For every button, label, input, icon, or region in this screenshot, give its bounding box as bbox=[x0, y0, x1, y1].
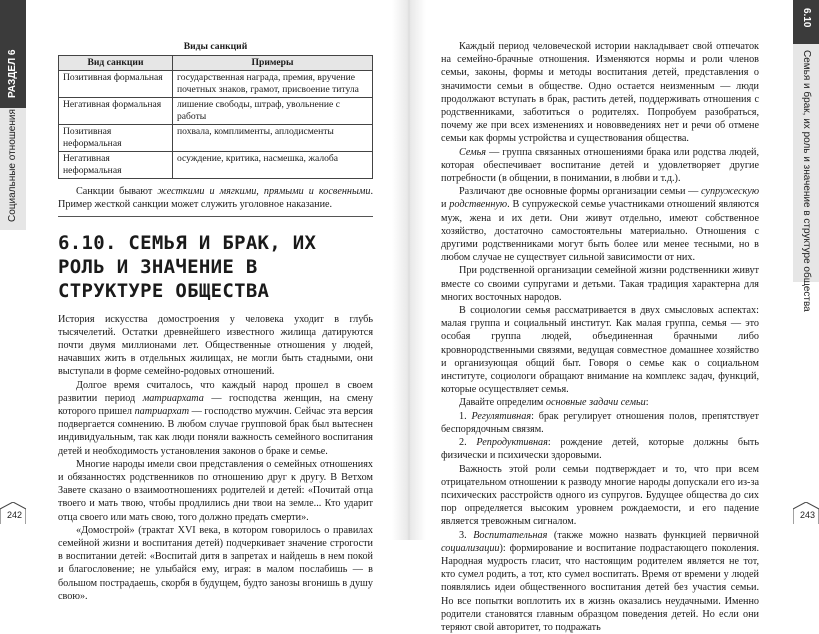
table-row bbox=[59, 71, 373, 98]
text-run: Долгое время считалось, что каждый народ прошел в своем развитии период bbox=[58, 379, 373, 404]
text-run: Давайте определим bbox=[459, 397, 546, 409]
subject-label: Социальные отношения bbox=[7, 109, 18, 222]
text-run: Санкции бывают bbox=[76, 186, 158, 198]
table-row bbox=[59, 98, 373, 125]
table-cell: Негативная формальная bbox=[59, 98, 173, 125]
paragraph: Каждый период человеческой истории накладывает свой отпечаток на семейно-брачные отношения. Изменяются нормы и роли членов семьи, законы, формы и методы воспитания детей, представления о значимости семьи в обществе. Одно остается неизменным — люди продолжают вступать в брак, растить детей, поддерживать отношения с родственниками, заботиться о родителях. Попробуем разобраться, почему же при всех изменениях и нововведениях нет и речи об отмене семьи как формы устройства и существования общества. bbox=[441, 41, 759, 145]
text-run-italic: жесткими и мягкими, прямыми и косвенными bbox=[157, 186, 371, 198]
text-run: : рождение детей, которые должны быть физически и психически здоровыми. bbox=[441, 437, 760, 462]
sanctions-paragraph bbox=[58, 185, 373, 211]
list-item bbox=[441, 436, 759, 462]
text-run: 2. bbox=[459, 437, 477, 449]
paragraph: Многие народы имели свои представления о семейных отношениях и обязанностях родственников по отношению друг к другу. В Ветхом Завете сказано о взаимоотношениях родителей и детей: «Почитай отца твоего и мать твою, чтобы продлились дни твои на земле... Кто ударит отца своего или мать свою, того должно предать смерти». bbox=[58, 458, 373, 523]
list-item bbox=[441, 410, 759, 436]
table-cell: осуждение, критика, насмешка, жалоба bbox=[173, 152, 373, 179]
list-item bbox=[441, 529, 759, 634]
paragraph: При родственной организации семейной жизни родственники живут вместе со своими супругами и детьми. Такая традиция характерна для многих восточных народов. bbox=[441, 265, 759, 303]
text-run: 3. bbox=[459, 529, 474, 541]
text-run-italic: Регулятивная bbox=[471, 410, 532, 422]
text-run-italic: патриархат bbox=[134, 406, 190, 418]
table-cell: государственная награда, премия, вручение почетных знаков, грамот, присвоение титула bbox=[173, 71, 373, 98]
text-run: — господство мужчин. Сейчас эта версия подвергается сомнению. В любом случае групповой брак был вытеснен индивидуальным, так как люди поняли важность семейного воспитания детей и необходимость установления законов о браке и семье. bbox=[58, 406, 373, 457]
section-divider bbox=[58, 216, 373, 217]
section-label: РАЗДЕЛ 6 bbox=[7, 49, 18, 98]
left-page bbox=[58, 40, 373, 603]
text-run: . Пример жесткой санкции может служить уголовное наказание. bbox=[58, 186, 373, 211]
sanctions-table bbox=[58, 55, 373, 179]
table-cell: Позитивная неформальная bbox=[59, 125, 173, 152]
text-run: . В супружеской семье участниками отношений являются муж, жена и их дети. Они живут отдельно, имеют собственное хозяйство, достаточно самостоятельны материально. Отношения с другими родственниками могут быть более или менее тесными, но в любом случае не существует сильной зависимости от них. bbox=[441, 199, 760, 264]
table-header-row bbox=[59, 56, 373, 71]
paragraph bbox=[58, 379, 373, 458]
text-run-italic: родственную bbox=[449, 199, 508, 211]
right-tab-number: 6.10 bbox=[801, 8, 812, 28]
left-chapter-tab bbox=[0, 0, 26, 540]
table-row bbox=[59, 125, 373, 152]
paragraph bbox=[441, 396, 759, 409]
table-header-cell: Примеры bbox=[173, 56, 373, 71]
table-caption: Виды санкций bbox=[183, 41, 248, 52]
text-run: и bbox=[441, 199, 450, 211]
text-run-italic: Воспитательная bbox=[473, 529, 548, 541]
table-cell: похвала, комплименты, аплодисменты bbox=[173, 125, 373, 152]
text-run-italic: матриархата bbox=[142, 392, 204, 404]
right-tab-title: Семья и брак, их роль и значение в структуре общества bbox=[801, 50, 812, 312]
text-run-italic: основные задачи семьи bbox=[545, 397, 646, 409]
right-page-number: 243 bbox=[800, 510, 816, 520]
paragraph: «Домострой» (трактат XVI века, в котором говорилось о правилах семейной жизни и воспитания детей) подчеркивает значение строгости в воспитании детей: «Воспитай дитя в запретах и найдешь в нем покой и благословение; не улыбайся ему, играя: в малом послабишь — в большом пострадаешь, скорбя в будущем, будто занозы вгонишь в душу свою». bbox=[58, 524, 373, 602]
paragraph: В социологии семья рассматривается в двух смысловых аспектах: малая группа и социальный институт. Как малая группа, семья — это особая группа людей, объединенная брачными либо кровнородственными связями, ведущая совместное домашнее хозяйство и организующая общий быт. Говоря о семье как о социальном институте, социологи обращают внимание на комплекс задач, функций, которые осуществляет семья. bbox=[441, 305, 759, 396]
book-gutter bbox=[392, 0, 426, 540]
paragraph bbox=[441, 146, 759, 186]
table-cell: Негативная неформальная bbox=[59, 152, 173, 179]
text-run: ): формирование и воспитание подрастающего поколения. Народная мудрость гласит, что настоящим родителем является не тот, кто сумел родить, а тот, кто сумел воспитать. Время от времени у людей появлялись идеи общественного воспитания детей без участия семьи. Но все попытки воплотить их в жизнь оказались неудачными. Именно родители становятся главным образцом поведения детей. Но если они теряют свой авторитет, то подражать bbox=[441, 542, 759, 633]
text-run-italic: Семья bbox=[459, 146, 487, 158]
right-chapter-tab bbox=[793, 0, 819, 540]
text-run-italic: социализации bbox=[441, 542, 500, 554]
table-header-cell: Вид санкции bbox=[59, 56, 173, 71]
text-run-italic: супружескую bbox=[700, 186, 759, 198]
paragraph bbox=[441, 185, 759, 264]
text-run: — господства женщин, на смену которого пришел bbox=[58, 392, 373, 418]
text-run-italic: Репродуктивная bbox=[476, 437, 548, 449]
section-heading: 6.10. СЕМЬЯ И БРАК, ИХ РОЛЬ И ЗНАЧЕНИЕ В СТРУКТУРЕ ОБЩЕСТВА bbox=[58, 231, 317, 302]
table-cell: Позитивная формальная bbox=[59, 71, 173, 98]
text-run: : брак регулирует отношения полов, препятствует беспорядочным связям. bbox=[441, 410, 759, 435]
left-page-number: 242 bbox=[7, 510, 23, 520]
text-run: 1. bbox=[459, 410, 472, 422]
table-cell: лишение свободы, штраф, увольнение с работы bbox=[173, 98, 373, 125]
paragraph: История искусства домостроения у человека уходит в глубь тысячелетий. Остатки древнейшего известного жилища датируются почти двумя миллионами лет. Общественные отношения у людей, начавших жить в отдельных жилищах, не могли быть стадными, они выступали в форме семейно-родовых отношений. bbox=[58, 313, 373, 378]
text-run: — группа связанных отношениями брака или родства людей, которая обеспечивает воспитание детей и удовлетворяет другие потребности (в общении, в понимании, в любви и т.д.). bbox=[441, 146, 759, 185]
table-row bbox=[59, 152, 373, 179]
right-page bbox=[441, 40, 759, 634]
text-run: : bbox=[645, 397, 649, 409]
text-run: Различают две основные формы организации семьи — bbox=[459, 186, 701, 198]
text-run: (также можно назвать функцией первичной bbox=[547, 529, 760, 541]
paragraph: Важность этой роли семьи подтверждает и то, что при всем отрицательном отношении к разводу многие народы допускали его из-за психических расстройств одного из супругов. Будущее общества до сих пор определяется высоким уровнем рождаемости, и его падение является тревожным сигналом. bbox=[441, 463, 759, 528]
